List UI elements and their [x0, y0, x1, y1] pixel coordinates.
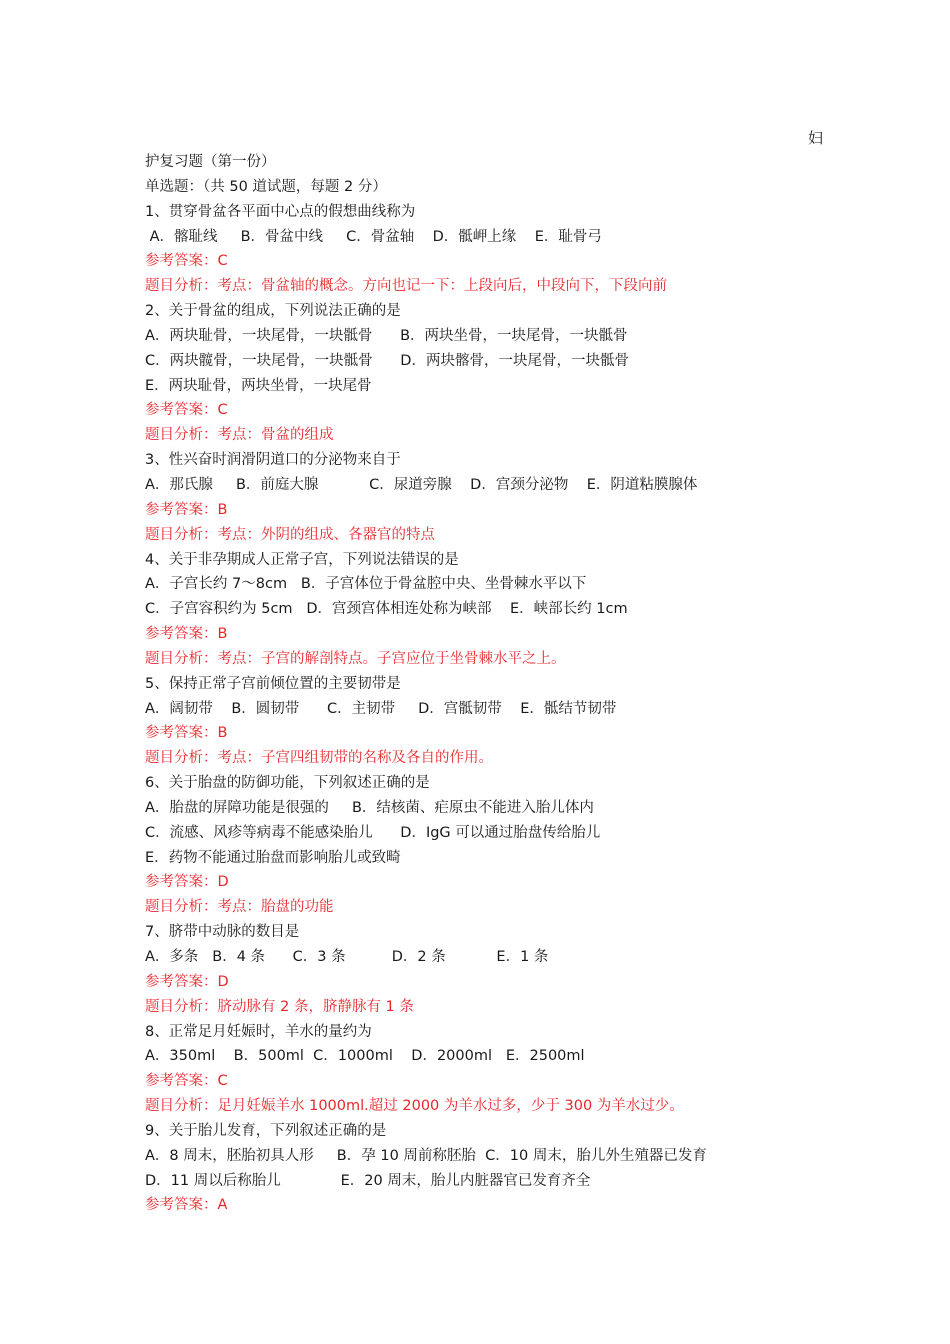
option-line: C．子宫容积约为 5cm D．宫颈宫体相连处称为峡部 E．峡部长约 1cm [145, 601, 628, 618]
option-line: E．两块耻骨，两块坐骨，一块尾骨 [145, 377, 372, 394]
analysis-line: 题目分析：考点：胎盘的功能 [145, 899, 334, 916]
document-body [145, 150, 935, 1218]
analysis-line: 题目分析：脐动脉有 2 条，脐静脉有 1 条 [145, 998, 414, 1015]
question-text: 5、保持正常子宫前倾位置的主要韧带是 [145, 675, 401, 692]
option-line: C．流感、风疹等病毒不能感染胎儿 D．IgG 可以通过胎盘传给胎儿 [145, 824, 601, 841]
answer-line: 参考答案：D [145, 874, 229, 891]
analysis-line: 题目分析：考点：子宫的解剖特点。子宫应位于坐骨棘水平之上。 [145, 650, 566, 667]
option-line: A．那氏腺 B．前庭大腺 C．尿道旁腺 D．宫颈分泌物 E．阴道粘膜腺体 [145, 476, 698, 493]
answer-line: 参考答案：D [145, 973, 229, 990]
analysis-line: 题目分析：考点：子宫四组韧带的名称及各自的作用。 [145, 750, 493, 767]
option-line: A．两块耻骨，一块尾骨，一块骶骨 B．两块坐骨，一块尾骨，一块骶骨 [145, 327, 628, 344]
answer-line: 参考答案：C [145, 1073, 228, 1090]
question-text: 1、贯穿骨盆各平面中心点的假想曲线称为 [145, 203, 416, 220]
option-line: C．两块髋骨，一块尾骨，一块骶骨 D．两块髂骨，一块尾骨，一块骶骨 [145, 352, 629, 369]
analysis-line: 题目分析：足月妊娠羊水 1000ml.超过 2000 为羊水过多，少于 300 为羊水过少。 [145, 1098, 684, 1115]
question-text: 3、性兴奋时润滑阴道口的分泌物来自于 [145, 452, 401, 469]
option-line: A．多条 B．4 条 C．3 条 D．2 条 E．1 条 [145, 949, 549, 965]
option-line: A．8 周末，胚胎初具人形 B．孕 10 周前称胚胎 C．10 周末，胎儿外生殖器已发育 [145, 1147, 707, 1164]
question-text: 9、关于胎儿发育，下列叙述正确的是 [145, 1122, 387, 1139]
analysis-line: 题目分析：考点：外阴的组成、各器官的特点 [145, 526, 435, 543]
option-line: A．阔韧带 B．圆韧带 C．主韧带 D．宫骶韧带 E．骶结节韧带 [145, 700, 617, 717]
question-list [145, 200, 935, 1219]
question-text: 4、关于非孕期成人正常子宫，下列说法错误的是 [145, 551, 459, 568]
answer-line: 参考答案：C [145, 253, 228, 270]
option-line: D．11 周以后称胎儿 E．20 周末，胎儿内脏器官已发育齐全 [145, 1172, 591, 1189]
section-heading: 单选题：（共 50 道试题，每题 2 分） [145, 178, 387, 195]
option-line: A．子宫长约 7～8cm B．子宫体位于骨盆腔中央、坐骨棘水平以下 [145, 576, 587, 593]
answer-line: 参考答案：B [145, 626, 228, 643]
header-corner-char: 妇 [808, 129, 824, 147]
document-title: 护复习题（第一份） [145, 154, 276, 170]
option-line: A．髂耻线 B．骨盆中线 C．骨盆轴 D．骶岬上缘 E．耻骨弓 [145, 228, 602, 245]
analysis-line: 题目分析：考点：骨盆轴的概念。方向也记一下：上段向后，中段向下，下段向前 [145, 278, 667, 295]
question-text: 6、关于胎盘的防御功能，下列叙述正确的是 [145, 775, 430, 792]
option-line: A．胎盘的屏障功能是很强的 B．结核菌、疟原虫不能进入胎儿体内 [145, 799, 594, 816]
answer-line: 参考答案：B [145, 725, 228, 742]
answer-line: 参考答案：B [145, 501, 228, 518]
answer-line: 参考答案：C [145, 402, 228, 419]
question-text: 2、关于骨盆的组成，下列说法正确的是 [145, 303, 401, 320]
option-line: E．药物不能通过胎盘而影响胎儿或致畸 [145, 849, 401, 866]
question-text: 7、脐带中动脉的数目是 [145, 924, 300, 941]
question-text: 8、正常足月妊娠时，羊水的量约为 [145, 1023, 372, 1040]
option-line: A．350ml B．500ml C．1000ml D．2000ml E．2500ml [145, 1048, 585, 1065]
analysis-line: 题目分析：考点：骨盆的组成 [145, 427, 334, 444]
answer-line: 参考答案：A [145, 1197, 228, 1214]
